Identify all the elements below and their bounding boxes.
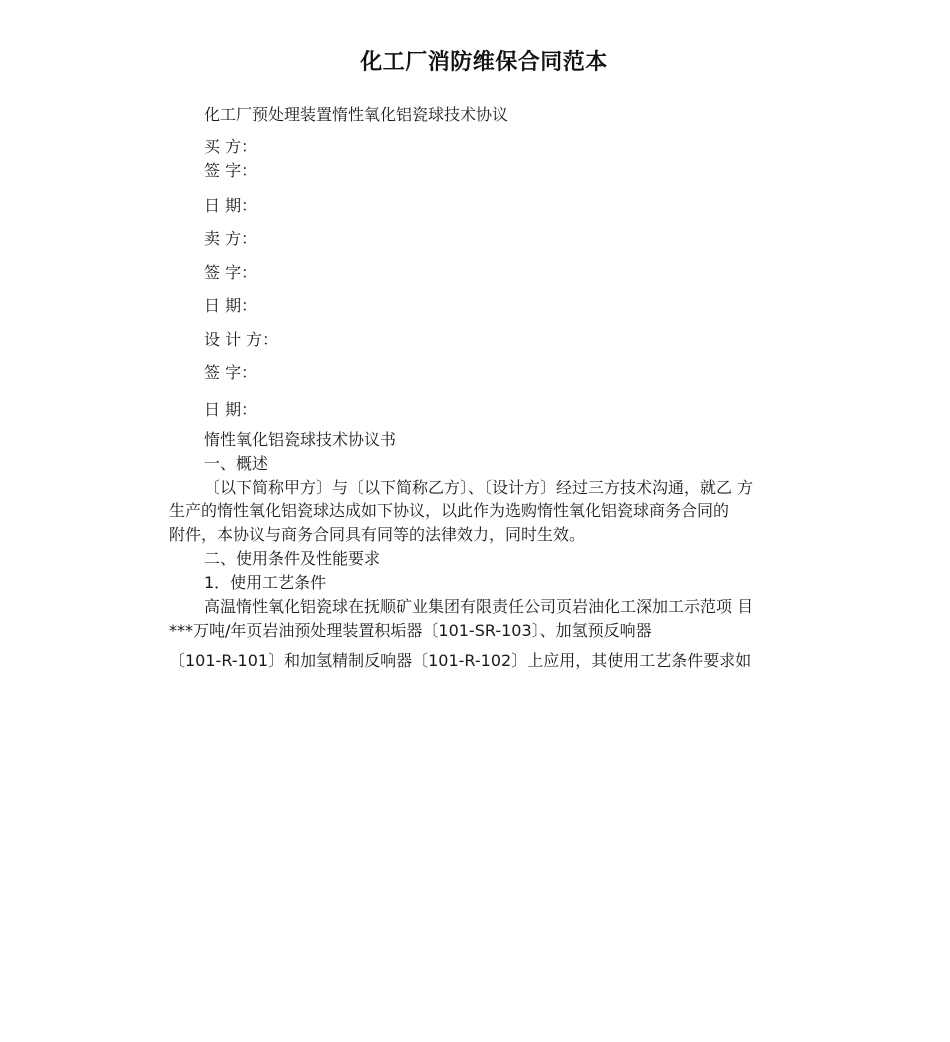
seller-sign-label: 签 字： bbox=[204, 263, 258, 282]
section2-heading: 二、使用条件及性能要求 bbox=[204, 549, 381, 568]
buyer-sign-label: 签 字： bbox=[204, 161, 258, 180]
section1-para-line1: 〔以下简称甲方〕与〔以下简称乙方〕、〔设计方〕经过三方技术沟通，就乙 方 bbox=[204, 478, 754, 497]
section1-heading: 一、概述 bbox=[204, 454, 269, 473]
section2-para-line1: 高温惰性氧化铝瓷球在抚顺矿业集团有限责任公司页岩油化工深加工示范项 目 bbox=[204, 597, 754, 616]
section1-para-line3: 附件，本协议与商务合同具有同等的法律效力，同时生效。 bbox=[169, 525, 586, 544]
designer-label: 设 计 方： bbox=[204, 330, 279, 349]
document-title: 化工厂消防维保合同范本 bbox=[360, 50, 608, 75]
designer-sign-label: 签 字： bbox=[204, 363, 258, 382]
section2-subheading: 1．使用工艺条件 bbox=[204, 573, 327, 592]
buyer-date-label: 日 期： bbox=[204, 196, 258, 215]
agreement-title: 惰性氧化铝瓷球技术协议书 bbox=[204, 430, 397, 449]
seller-label: 卖 方： bbox=[204, 229, 258, 248]
section2-para-line2: ***万吨/年页岩油预处理装置积垢器〔101-SR-103〕、加氢预反响器 bbox=[169, 621, 652, 640]
agreement-subtitle: 化工厂预处理装置惰性氧化铝瓷球技术协议 bbox=[204, 105, 509, 124]
seller-date-label: 日 期： bbox=[204, 296, 258, 315]
section2-para-line3: 〔101-R-101〕和加氢精制反响器〔101-R-102〕上应用，其使用工艺条件要求如 bbox=[169, 651, 752, 670]
buyer-label: 买 方： bbox=[204, 137, 258, 156]
designer-date-label: 日 期： bbox=[204, 400, 258, 419]
section1-para-line2: 生产的惰性氧化铝瓷球达成如下协议，以此作为选购惰性氧化铝瓷球商务合同的 bbox=[169, 501, 730, 520]
